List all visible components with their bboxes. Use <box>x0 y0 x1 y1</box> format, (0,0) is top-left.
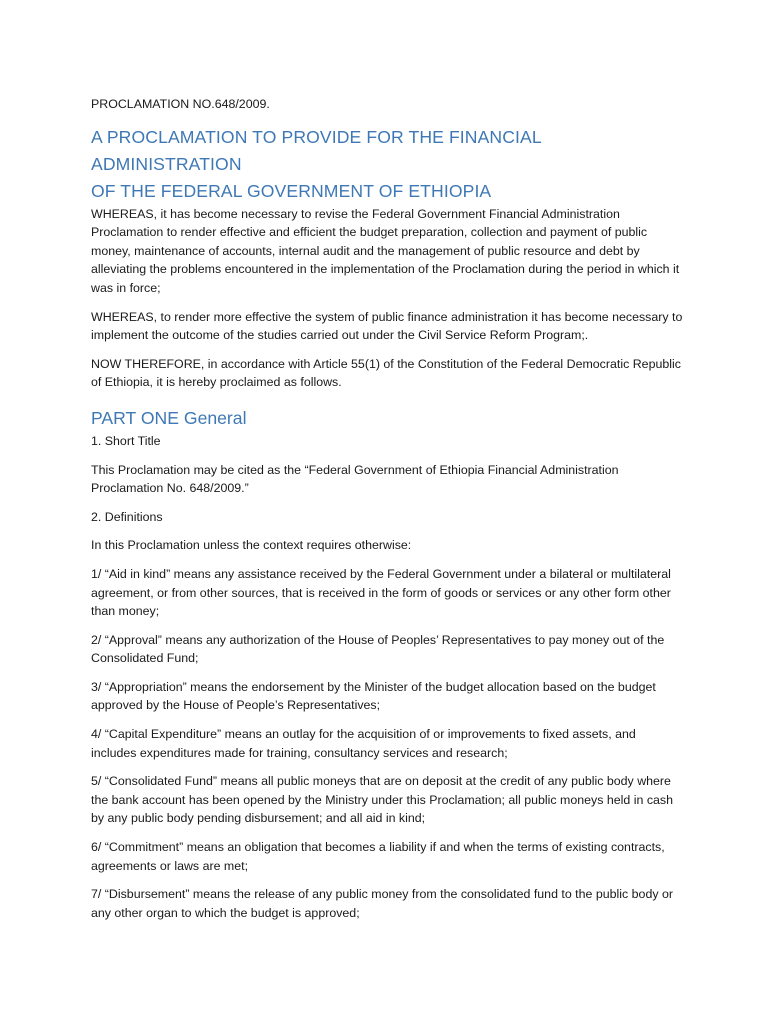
title-line-2: OF THE FEDERAL GOVERNMENT OF ETHIOPIA <box>91 180 492 201</box>
preamble-now-therefore: NOW THEREFORE, in accordance with Article 55(1) of the Constitution of the Federal Democratic Republic of Ethiopia, it is hereby proclaimed as follows. <box>91 356 681 390</box>
document-page <box>91 95 683 932</box>
preamble-whereas-2: WHEREAS, to render more effective the system of public finance administration it has become necessary to implement the outcome of the studies carried out under the Civil Service Reform Program;. <box>91 309 683 343</box>
section-1-text: This Proclamation may be cited as the “Federal Government of Ethiopia Financial Administration Proclamation No. 648/2009.” <box>91 462 619 496</box>
section-1-heading: 1. Short Title <box>91 433 161 448</box>
document-title <box>91 124 683 205</box>
definition-item: 7/ “Disbursement” means the release of any public money from the consolidated fund to the public body or any other organ to which the budget is approved; <box>91 887 673 920</box>
section-2-heading: 2. Definitions <box>91 509 163 524</box>
definition-item: 1/ “Aid in kind” means any assistance received by the Federal Government under a bilateral or multilateral agreement, or from other sources, that is received in the form of goods or services or any other form other than money; <box>91 566 671 619</box>
part-one-heading: PART ONE General <box>91 407 247 428</box>
definition-item: 6/ “Commitment” means an obligation that becomes a liability if and when the terms of existing contracts, agreements or laws are met; <box>91 840 665 873</box>
definition-item: 3/ “Appropriation” means the endorsement by the Minister of the budget allocation based on the budget approved by the House of People’s Representatives; <box>91 679 656 713</box>
preamble-whereas-1: WHEREAS, it has become necessary to revise the Federal Government Financial Administration Proclamation to render effective and efficient the budget preparation, collection and payment of public money, maintenance of accounts, internal audit and the management of public resource and debt by alleviating the problems encountered in the implementation of the Proclamation during the period in which it was in force; <box>91 206 680 295</box>
title-line-1: A PROCLAMATION TO PROVIDE FOR THE FINANCIAL ADMINISTRATION <box>91 126 542 174</box>
definition-item: 5/ “Consolidated Fund” means all public moneys that are on deposit at the credit of any public body where the bank account has been opened by the Ministry under this Proclamation; all public moneys held in cash by any public body pending disbursement; and all aid in kind; <box>91 774 674 826</box>
definition-item: 4/ “Capital Expenditure” means an outlay for the acquisition of or improvements to fixed assets, and includes expenditures made for training, consultancy services and research; <box>91 727 636 760</box>
definition-item: 2/ “Approval” means any authorization of the House of Peoples’ Representatives to pay money out of the Consolidated Fund; <box>91 632 665 666</box>
section-2-intro: In this Proclamation unless the context requires otherwise: <box>91 538 412 553</box>
proclamation-number: PROCLAMATION NO.648/2009. <box>91 97 270 111</box>
